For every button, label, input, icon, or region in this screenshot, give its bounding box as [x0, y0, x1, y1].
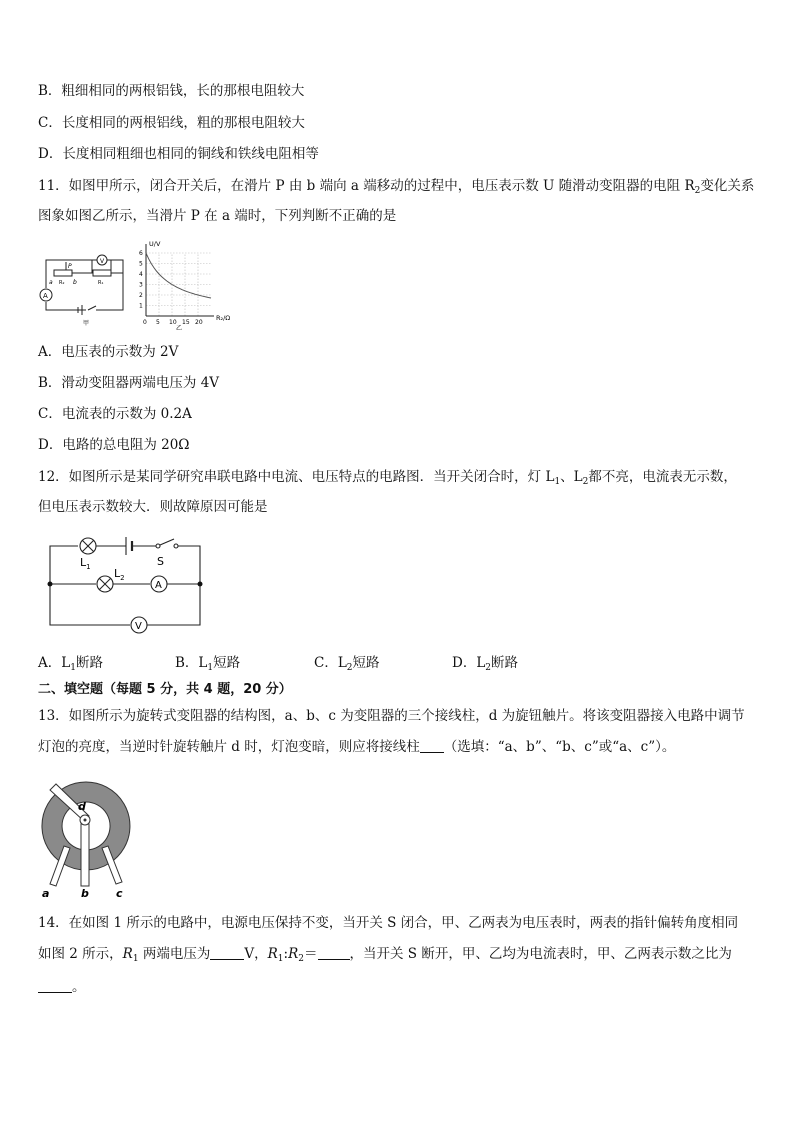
y-tick-label: 1: [139, 302, 143, 310]
q12-option-d: D．$L_2$断路: [452, 655, 519, 673]
q14-stem-line1: 14．在如图 1 所示的电路中，电源电压保持不变，当开关 S 闭合，甲、乙两表为电压表时，两表的指针偏转角度相同: [38, 915, 739, 931]
y-axis-label: U/V: [149, 240, 161, 248]
ammeter-label: A: [43, 292, 48, 300]
q11-option-c: C．电流表的示数为 0.2A: [38, 406, 192, 422]
svg-text:乙: 乙: [176, 325, 183, 332]
rotary-rheostat-figure: [36, 776, 136, 900]
q12-option-c: C．$L_2$短路: [314, 655, 380, 673]
q13-stem-line1: 13．如图所示为旋转式变阻器的结构图，a、b、c 为变阻器的三个接线柱，d 为旋钮触片。将该变阻器接入电路中调节: [38, 708, 745, 724]
x-tick-label: 15: [182, 319, 190, 326]
y-tick-label: 5: [139, 260, 143, 268]
section-heading: 二、填空题（每题 5 分，共 4 题，20 分）: [38, 682, 292, 697]
svg-text:a: a: [42, 887, 50, 900]
x-tick-label: 10: [169, 319, 177, 326]
y-tick-label: 3: [139, 281, 143, 289]
q13-stem-line2: 灯泡的亮度，当逆时针旋转触片 d 时，灯泡变暗，则应将接线柱 （选填：“a、b”、“b、c”或“a、c”）。: [38, 739, 676, 755]
svg-text:c: c: [116, 887, 123, 900]
option-b-prev: B．粗细相同的两根铝钱，长的那根电阻较大: [38, 83, 305, 99]
voltmeter-label: V: [135, 621, 142, 632]
q11-graph-figure: [136, 236, 240, 332]
q12-option-b: B．$L_1$短路: [175, 655, 241, 673]
lamp-l2-label: $L_2$: [114, 567, 125, 582]
x-tick-label: 20: [195, 319, 203, 326]
svg-text:a: a: [49, 279, 53, 286]
q12-stem-line1: 12．如图所示是某同学研究串联电路中电流、电压特点的电路图．当开关闭合时，灯 $L_1$、$L_2$都不亮，电流表无示数，: [38, 469, 737, 487]
option-d-prev: D．长度相同粗细也相同的铜线和铁线电阻相等: [38, 146, 319, 162]
q12-options: [38, 654, 518, 677]
answer-blank: [38, 980, 72, 993]
svg-text:R₂: R₂: [59, 280, 65, 286]
y-tick-label: 4: [139, 271, 143, 278]
x-tick-label: 5: [156, 319, 160, 326]
q11-option-b: B．滑动变阻器两端电压为 4V: [38, 375, 220, 391]
answer-blank: [318, 947, 350, 960]
option-c-prev: C．长度相同的两根铝线，粗的那根电阻较大: [38, 115, 305, 131]
y-tick-label: 2: [139, 292, 143, 299]
q11-stem-line2: 图象如图乙所示，当滑片 P 在 a 端时，下列判断不正确的是: [38, 208, 397, 224]
switch-label: S: [157, 555, 164, 568]
svg-text:P: P: [68, 263, 72, 270]
voltmeter-label: V: [100, 258, 105, 265]
q11-option-d: D．电路的总电阻为 20Ω: [38, 437, 190, 453]
svg-text:d: d: [78, 800, 86, 813]
q12-stem-line2: 但电压表示数较大．则故障原因可能是: [38, 499, 268, 515]
svg-text:b: b: [81, 887, 89, 900]
x-axis-label: R₂/Ω: [216, 314, 231, 322]
lamp-l1-label: $L_1$: [80, 556, 91, 571]
answer-blank: [210, 947, 244, 960]
svg-text:甲: 甲: [83, 320, 90, 327]
q11-stem-line1: 11．如图甲所示，闭合开关后，在滑片 P 由 b 端向 a 端移动的过程中，电压表示数 U 随滑动变阻器的电阻 $R_2$变化关系: [38, 178, 755, 196]
voltage-curve: [146, 253, 211, 298]
q12-option-a: A．$L_1$断路: [38, 655, 103, 673]
ammeter-label: A: [155, 580, 162, 591]
q12-circuit-figure: [40, 532, 210, 638]
svg-text:b: b: [73, 279, 77, 286]
q14-stem-line2: 如图 2 所示，$R_1$ 两端电压为 V，$R_1:R_2=$ ，当开关 S 断开，甲、乙均为电流表时，甲、乙两表示数之比为: [38, 946, 732, 964]
q14-stem-line3: 。: [38, 978, 86, 996]
q11-circuit-figure: [36, 248, 136, 328]
svg-text:R₁: R₁: [98, 280, 104, 286]
q11-option-a: A．电压表的示数为 2V: [38, 344, 179, 360]
answer-blank: [420, 740, 444, 753]
x-tick-label: 0: [143, 319, 147, 326]
y-tick-label: 6: [139, 250, 143, 257]
